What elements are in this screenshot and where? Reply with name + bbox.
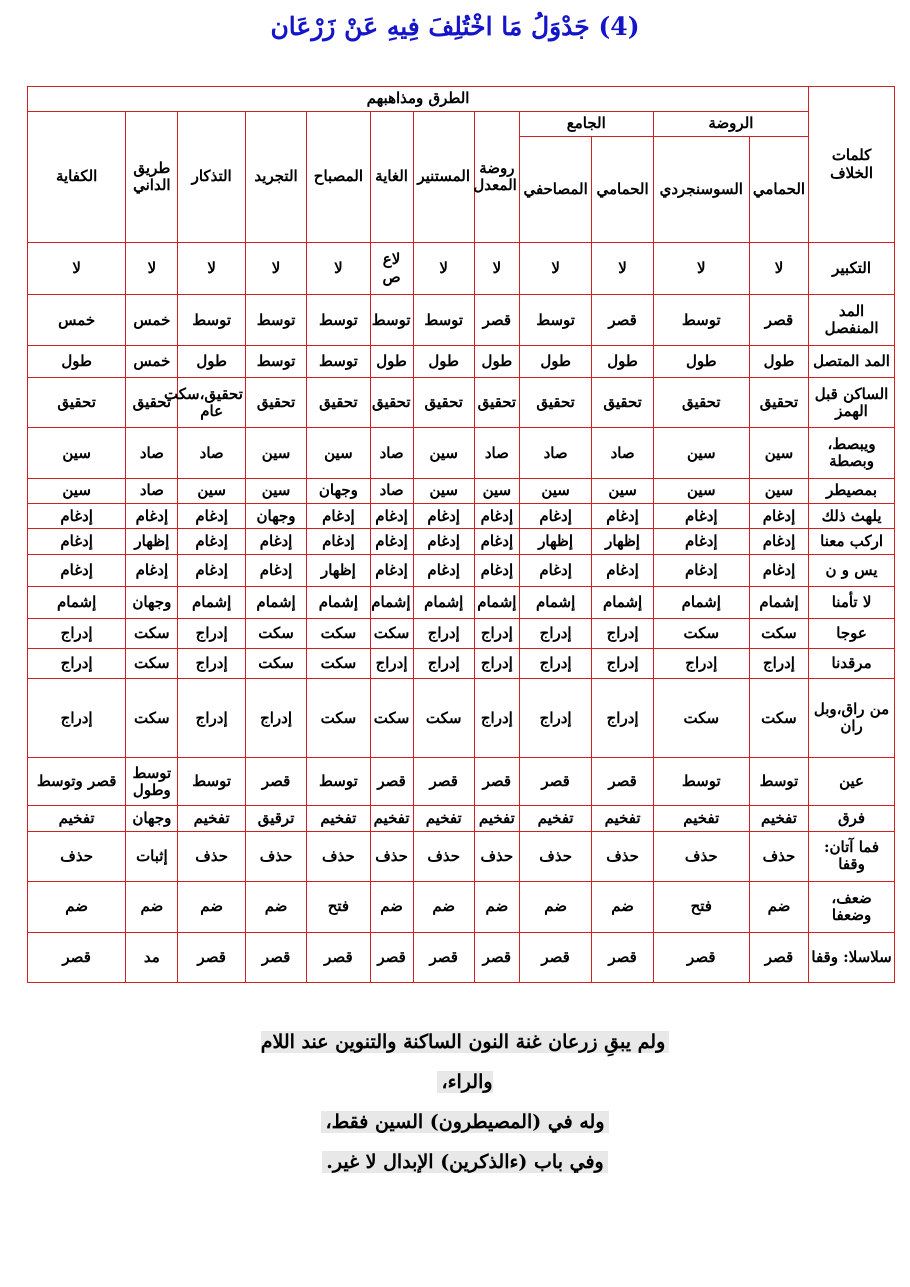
table-cell: سكت: [370, 679, 413, 758]
table-cell: سكت: [126, 679, 178, 758]
table-cell: قصر: [749, 932, 808, 983]
table-row: [28, 378, 895, 428]
table-cell: تفخيم: [592, 806, 653, 831]
group-header: الطرق ومذاهبهم: [28, 87, 809, 112]
table-cell: توسط: [307, 295, 370, 345]
table-cell: لا: [413, 243, 474, 295]
table-cell: وجهان: [245, 504, 306, 529]
table-cell: توسط: [653, 295, 749, 345]
table-cell: حذف: [653, 831, 749, 881]
table-cell: إشمام: [653, 586, 749, 618]
table-cell: إدغام: [126, 554, 178, 586]
table-cell: لاع ص: [370, 243, 413, 295]
table-cell: وجهان: [126, 806, 178, 831]
table-row: [28, 478, 895, 503]
column-header: طريق الداني: [126, 112, 178, 243]
footnote: [230, 1022, 700, 1182]
table-cell: خمس: [126, 295, 178, 345]
table-row: [28, 831, 895, 881]
table-cell: تحقيق: [653, 378, 749, 428]
table-cell: لا: [126, 243, 178, 295]
table-cell: طول: [592, 345, 653, 377]
table-cell: سين: [28, 478, 126, 503]
table-cell: إظهار: [126, 529, 178, 554]
table-cell: إدغام: [519, 504, 592, 529]
table-cell: إشمام: [474, 586, 519, 618]
table-row: [28, 504, 895, 529]
table-cell: إظهار: [519, 529, 592, 554]
table-cell: سين: [28, 428, 126, 478]
table-cell: إدراج: [245, 679, 306, 758]
table-cell: سين: [749, 428, 808, 478]
table-cell: قصر: [370, 758, 413, 806]
row-label: مرقدنا: [809, 649, 895, 679]
page-title: (4) جَدْوَلُ مَا اخْتُلِفَ فِيهِ عَنْ زَرْعَان: [270, 12, 640, 41]
table-cell: سين: [653, 428, 749, 478]
table-cell: توسط: [519, 295, 592, 345]
table-cell: حذف: [519, 831, 592, 881]
row-label: المد المتصل: [809, 345, 895, 377]
table-cell: لا: [28, 243, 126, 295]
table-cell: لا: [519, 243, 592, 295]
table-cell: تحقيق: [519, 378, 592, 428]
table-cell: لا: [592, 243, 653, 295]
table-cell: حذف: [245, 831, 306, 881]
table-cell: صاد: [474, 428, 519, 478]
table-cell: ضم: [474, 882, 519, 932]
table-cell: لا: [653, 243, 749, 295]
table-cell: قصر: [474, 295, 519, 345]
table-cell: سين: [749, 478, 808, 503]
table-cell: وجهان: [307, 478, 370, 503]
table-cell: إدغام: [413, 504, 474, 529]
table-cell: سين: [413, 428, 474, 478]
row-label: فما آتان: وقفا: [809, 831, 895, 881]
table-cell: طول: [653, 345, 749, 377]
table-row: [28, 586, 895, 618]
table-cell: تحقيق: [749, 378, 808, 428]
table-cell: تحقيق: [413, 378, 474, 428]
table-cell: تفخيم: [653, 806, 749, 831]
table-cell: طول: [28, 345, 126, 377]
row-label: من راق،وبل ران: [809, 679, 895, 758]
table-cell: طول: [413, 345, 474, 377]
table-row: [28, 428, 895, 478]
table-cell: ضم: [749, 882, 808, 932]
table-cell: تفخيم: [28, 806, 126, 831]
row-label: ضعف، وضعفا: [809, 882, 895, 932]
row-label: ويبصط، وبصطة: [809, 428, 895, 478]
table-cell: خمس: [28, 295, 126, 345]
table-cell: سكت: [245, 649, 306, 679]
table-cell: إدغام: [653, 554, 749, 586]
table-cell: إدغام: [126, 504, 178, 529]
table-cell: تفخيم: [519, 806, 592, 831]
table-cell: توسط: [245, 345, 306, 377]
table-cell: حذف: [749, 831, 808, 881]
row-label: عوجا: [809, 619, 895, 649]
table-cell: تحقيق،سكت عام: [178, 378, 245, 428]
table-cell: تحقيق: [592, 378, 653, 428]
row-label: التكبير: [809, 243, 895, 295]
table-cell: إدغام: [28, 529, 126, 554]
table-cell: إشمام: [28, 586, 126, 618]
table-cell: إدراج: [28, 679, 126, 758]
table-cell: ضم: [178, 882, 245, 932]
table-row: [28, 932, 895, 983]
column-header: الحمامي: [592, 137, 653, 243]
column-header: المصباح: [307, 112, 370, 243]
table-cell: إدغام: [28, 504, 126, 529]
table-cell: تحقيق: [245, 378, 306, 428]
table-cell: توسط: [245, 295, 306, 345]
table-cell: توسط: [307, 758, 370, 806]
row-label: عين: [809, 758, 895, 806]
table-cell: سين: [653, 478, 749, 503]
table-cell: إدراج: [178, 679, 245, 758]
table-cell: سكت: [749, 619, 808, 649]
row-label: اركب معنا: [809, 529, 895, 554]
table-cell: قصر وتوسط: [28, 758, 126, 806]
table-cell: ضم: [126, 882, 178, 932]
table-cell: سكت: [307, 679, 370, 758]
row-label: فرق: [809, 806, 895, 831]
table-cell: تفخيم: [370, 806, 413, 831]
table-row: [28, 345, 895, 377]
table-cell: قصر: [178, 932, 245, 983]
table-cell: قصر: [307, 932, 370, 983]
table-cell: إدغام: [653, 504, 749, 529]
table-cell: تفخيم: [749, 806, 808, 831]
table-cell: تحقيق: [370, 378, 413, 428]
table-cell: إدغام: [307, 504, 370, 529]
table-cell: إدغام: [370, 529, 413, 554]
table-cell: إشمام: [307, 586, 370, 618]
table-cell: إشمام: [749, 586, 808, 618]
table-cell: سين: [474, 478, 519, 503]
column-header: التجريد: [245, 112, 306, 243]
table-cell: قصر: [474, 932, 519, 983]
table-row: [28, 619, 895, 649]
table-cell: حذف: [413, 831, 474, 881]
row-label: الساكن قبل الهمز: [809, 378, 895, 428]
table-cell: سكت: [749, 679, 808, 758]
table-cell: إدغام: [245, 529, 306, 554]
table-cell: مد: [126, 932, 178, 983]
table-row: [28, 806, 895, 831]
table-cell: إدغام: [413, 554, 474, 586]
table-cell: إظهار: [307, 554, 370, 586]
table-cell: لا: [474, 243, 519, 295]
table-cell: ترقيق: [245, 806, 306, 831]
table-cell: إدراج: [592, 649, 653, 679]
table-cell: ضم: [370, 882, 413, 932]
table-cell: إدراج: [413, 619, 474, 649]
table-cell: إدراج: [178, 649, 245, 679]
table-cell: حذف: [178, 831, 245, 881]
table-cell: إدراج: [28, 619, 126, 649]
table-cell: إدراج: [519, 649, 592, 679]
row-label: سلاسلا: وقفا: [809, 932, 895, 983]
table-row: [28, 529, 895, 554]
table-cell: إدغام: [592, 554, 653, 586]
table-cell: قصر: [413, 758, 474, 806]
table-cell: تفخيم: [307, 806, 370, 831]
table-row: [28, 295, 895, 345]
row-label: يس و ن: [809, 554, 895, 586]
table-cell: سكت: [307, 649, 370, 679]
subgroup-header: الجامع: [519, 112, 653, 137]
table-cell: توسط: [370, 295, 413, 345]
table-cell: توسط: [307, 345, 370, 377]
table-cell: صاد: [592, 428, 653, 478]
column-header: التذكار: [178, 112, 245, 243]
table-cell: سكت: [245, 619, 306, 649]
table-cell: قصر: [245, 932, 306, 983]
table-cell: وجهان: [126, 586, 178, 618]
column-header: المستنير: [413, 112, 474, 243]
table-cell: صاد: [126, 428, 178, 478]
column-header: الحمامي: [749, 137, 808, 243]
table-cell: فتح: [307, 882, 370, 932]
table-cell: توسط: [413, 295, 474, 345]
table-cell: ضم: [28, 882, 126, 932]
table-cell: لا: [245, 243, 306, 295]
table-cell: إدراج: [178, 619, 245, 649]
table-cell: ضم: [245, 882, 306, 932]
column-header: السوسنجردي: [653, 137, 749, 243]
table-cell: تحقيق: [126, 378, 178, 428]
table-cell: ضم: [592, 882, 653, 932]
table-cell: سكت: [126, 619, 178, 649]
footnote-line: ولم يبقِ زرعان غنة النون الساكنة والتنوين عند اللام والراء،: [261, 1031, 670, 1093]
table-cell: إدغام: [307, 529, 370, 554]
table-cell: إشمام: [178, 586, 245, 618]
table-cell: سين: [592, 478, 653, 503]
table-cell: قصر: [370, 932, 413, 983]
table-cell: قصر: [413, 932, 474, 983]
table-cell: صاد: [519, 428, 592, 478]
footnote-line: وله في (المصيطرون) السين فقط،: [321, 1111, 608, 1133]
table-cell: قصر: [519, 758, 592, 806]
row-label: يلهث ذلك: [809, 504, 895, 529]
table-cell: قصر: [245, 758, 306, 806]
table-cell: إدغام: [178, 529, 245, 554]
table-cell: إثبات: [126, 831, 178, 881]
table-cell: سين: [245, 478, 306, 503]
column-header: المصاحفي: [519, 137, 592, 243]
table-cell: توسط: [178, 758, 245, 806]
row-label: بمصيطر: [809, 478, 895, 503]
table-cell: إدراج: [474, 679, 519, 758]
table-row: [28, 243, 895, 295]
table-cell: حذف: [370, 831, 413, 881]
table-cell: تحقيق: [28, 378, 126, 428]
table-cell: حذف: [474, 831, 519, 881]
table-cell: إدغام: [474, 554, 519, 586]
column-header: الغاية: [370, 112, 413, 243]
table-cell: لا: [178, 243, 245, 295]
table-cell: توسط وطول: [126, 758, 178, 806]
table-cell: سكت: [413, 679, 474, 758]
row-label: لا تأمنا: [809, 586, 895, 618]
table-cell: إدغام: [519, 554, 592, 586]
table-cell: قصر: [474, 758, 519, 806]
table-cell: قصر: [592, 758, 653, 806]
table-cell: إشمام: [519, 586, 592, 618]
table-cell: إظهار: [592, 529, 653, 554]
table-cell: تحقيق: [307, 378, 370, 428]
footnote-line: وفي باب (ءالذكرين) الإبدال لا غير.: [322, 1151, 607, 1173]
table-cell: إدغام: [178, 554, 245, 586]
table-cell: تحقيق: [474, 378, 519, 428]
table-cell: ضم: [519, 882, 592, 932]
table-cell: إدراج: [28, 649, 126, 679]
table-cell: إشمام: [413, 586, 474, 618]
table-row: [28, 758, 895, 806]
table-cell: إدراج: [370, 649, 413, 679]
table-cell: صاد: [126, 478, 178, 503]
table-cell: توسط: [653, 758, 749, 806]
table-cell: حذف: [592, 831, 653, 881]
table-cell: سكت: [370, 619, 413, 649]
table-cell: ضم: [413, 882, 474, 932]
table-cell: إشمام: [245, 586, 306, 618]
table-cell: إدغام: [653, 529, 749, 554]
table-cell: إدراج: [592, 619, 653, 649]
table-cell: إدغام: [28, 554, 126, 586]
table-cell: إدغام: [178, 504, 245, 529]
table-cell: سين: [413, 478, 474, 503]
table-cell: لا: [307, 243, 370, 295]
table-cell: قصر: [28, 932, 126, 983]
table-cell: طول: [370, 345, 413, 377]
row-header-label: كلمات الخلاف: [809, 87, 895, 243]
table-cell: إدغام: [370, 554, 413, 586]
table-cell: إدراج: [592, 679, 653, 758]
table-cell: خمس: [126, 345, 178, 377]
column-header: روضة المعدل: [474, 112, 519, 243]
column-header: الكفاية: [28, 112, 126, 243]
table-cell: إدراج: [653, 649, 749, 679]
differences-table: [27, 86, 895, 983]
table-cell: إدغام: [749, 529, 808, 554]
table-cell: إدغام: [749, 554, 808, 586]
table-cell: طول: [178, 345, 245, 377]
table-cell: إدراج: [749, 649, 808, 679]
table-cell: إدغام: [749, 504, 808, 529]
table-cell: فتح: [653, 882, 749, 932]
table-cell: سين: [519, 478, 592, 503]
table-cell: قصر: [519, 932, 592, 983]
table-cell: إشمام: [592, 586, 653, 618]
table-row: [28, 882, 895, 932]
table-cell: سكت: [653, 619, 749, 649]
table-cell: لا: [749, 243, 808, 295]
table-cell: إدغام: [245, 554, 306, 586]
subgroup-header: الروضة: [653, 112, 808, 137]
table-cell: طول: [519, 345, 592, 377]
table-cell: تفخيم: [178, 806, 245, 831]
table-cell: إدغام: [474, 529, 519, 554]
table-cell: إدراج: [413, 649, 474, 679]
table-cell: صاد: [178, 428, 245, 478]
table-cell: طول: [749, 345, 808, 377]
table-cell: إدغام: [413, 529, 474, 554]
table-cell: صاد: [370, 478, 413, 503]
table-cell: توسط: [749, 758, 808, 806]
table-cell: إدراج: [519, 679, 592, 758]
table-cell: تفخيم: [413, 806, 474, 831]
table-cell: سكت: [126, 649, 178, 679]
table-cell: قصر: [592, 295, 653, 345]
table-cell: قصر: [653, 932, 749, 983]
table-cell: سين: [307, 428, 370, 478]
table-body: [28, 243, 895, 983]
table-row: [28, 679, 895, 758]
table-cell: إدراج: [474, 619, 519, 649]
table-cell: قصر: [749, 295, 808, 345]
row-label: المد المنفصل: [809, 295, 895, 345]
table-cell: تفخيم: [474, 806, 519, 831]
table-cell: إشمام: [370, 586, 413, 618]
table-cell: سين: [245, 428, 306, 478]
table-row: [28, 649, 895, 679]
table-cell: طول: [474, 345, 519, 377]
table-cell: إدغام: [474, 504, 519, 529]
table-cell: قصر: [592, 932, 653, 983]
table-row: [28, 554, 895, 586]
table-cell: سكت: [653, 679, 749, 758]
table-cell: حذف: [28, 831, 126, 881]
table-cell: إدغام: [592, 504, 653, 529]
table-cell: سكت: [307, 619, 370, 649]
table-cell: توسط: [178, 295, 245, 345]
table-cell: سين: [178, 478, 245, 503]
table-cell: إدغام: [370, 504, 413, 529]
table-cell: حذف: [307, 831, 370, 881]
table-cell: إدراج: [474, 649, 519, 679]
table-cell: إدراج: [519, 619, 592, 649]
table-cell: صاد: [370, 428, 413, 478]
